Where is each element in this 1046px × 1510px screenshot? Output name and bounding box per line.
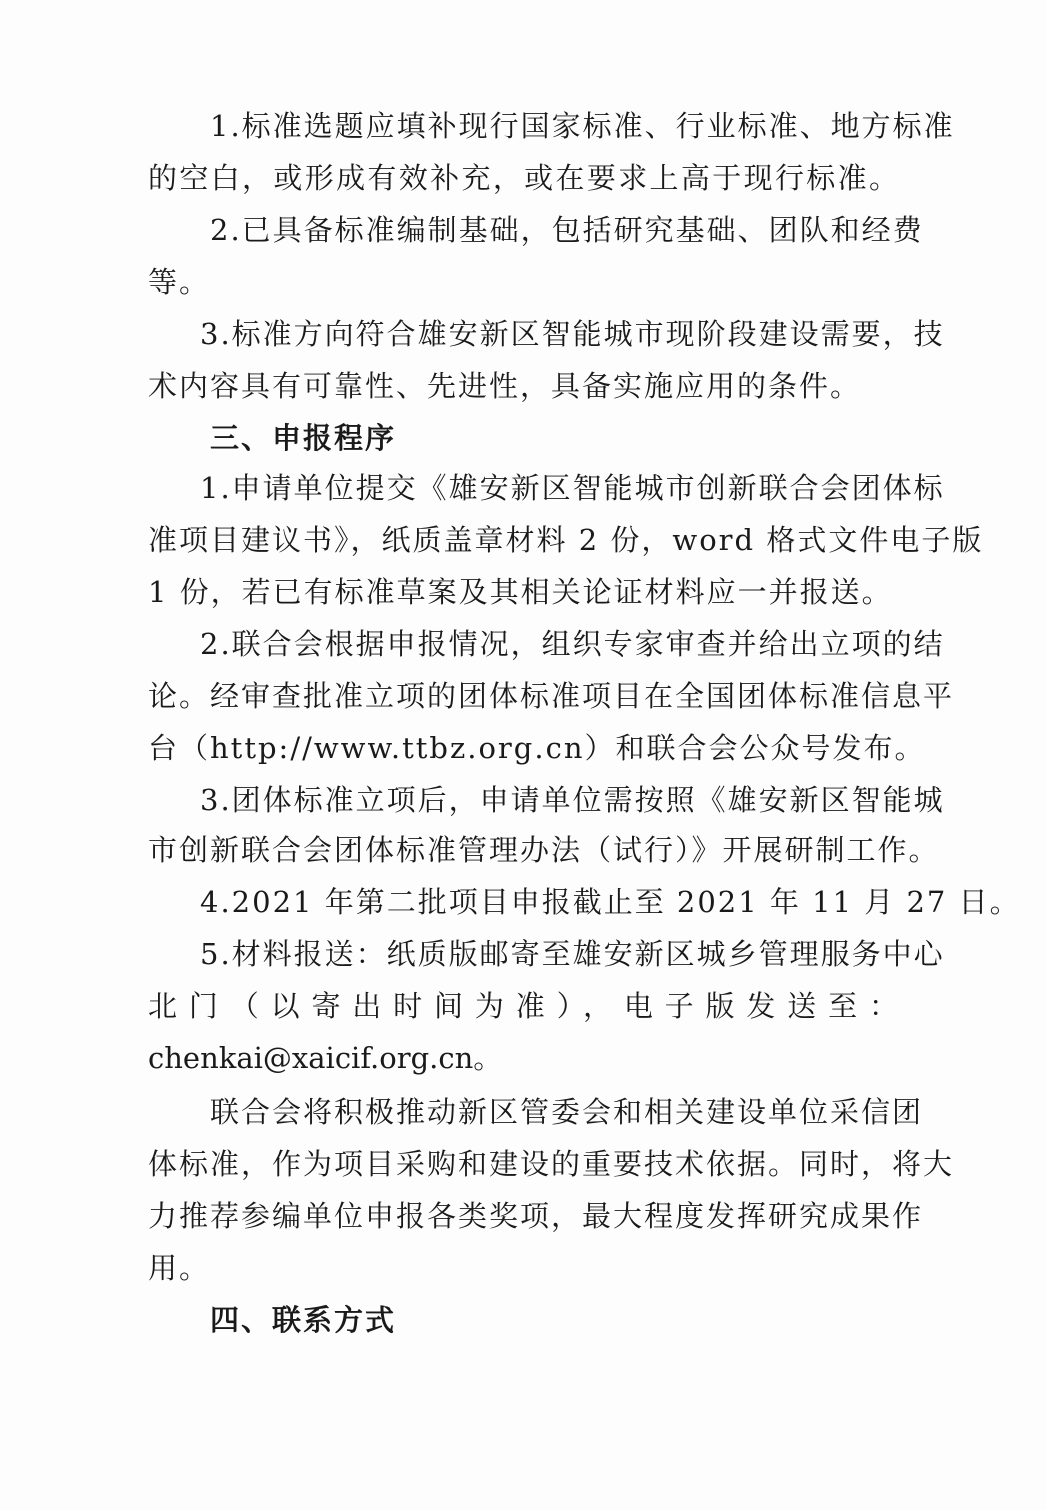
text-line: 1 份，若已有标准草案及其相关论证材料应一并报送。 <box>148 575 893 609</box>
text-line: 用。 <box>148 1251 211 1285</box>
text-line: 台（http://www.ttbz.org.cn）和联合会公众号发布。 <box>148 731 926 765</box>
text-line: 的空白，或形成有效补充，或在要求上高于现行标准。 <box>148 161 900 195</box>
text-line: 1.标准选题应填补现行国家标准、行业标准、地方标准 <box>210 109 955 143</box>
text-line: 市创新联合会团体标准管理办法（试行）》开展研制工作。 <box>148 833 940 867</box>
text-line: 北门（以寄出时间为准），电子版发送至： <box>148 989 900 1023</box>
text-line: 术内容具有可靠性、先进性，具备实施应用的条件。 <box>148 369 862 403</box>
text-line: 体标准，作为项目采购和建设的重要技术依据。同时，将大 <box>148 1147 955 1181</box>
text-line: 4.2021 年第二批项目申报截止至 2021 年 11 月 27 日。 <box>200 885 1021 919</box>
text-line: 2.已具备标准编制基础，包括研究基础、团队和经费 <box>210 213 924 247</box>
text-line: 等。 <box>148 265 211 299</box>
text-line: 论。经审查批准立项的团体标准项目在全国团体标准信息平 <box>148 679 955 713</box>
text-line: 力推荐参编单位申报各类奖项，最大程度发挥研究成果作 <box>148 1199 924 1233</box>
text-line: 联合会将积极推动新区管委会和相关建设单位采信团 <box>210 1095 924 1129</box>
section-heading: 三、申报程序 <box>210 421 397 455</box>
text-line: 2.联合会根据申报情况，组织专家审查并给出立项的结 <box>200 627 945 661</box>
text-line: 3.标准方向符合雄安新区智能城市现阶段建设需要，技 <box>200 317 945 351</box>
text-line: 1.申请单位提交《雄安新区智能城市创新联合会团体标 <box>200 471 945 505</box>
text-line: 5.材料报送：纸质版邮寄至雄安新区城乡管理服务中心 <box>200 937 945 971</box>
text-line: 3.团体标准立项后，申请单位需按照《雄安新区智能城 <box>200 783 945 817</box>
text-line: 准项目建议书》，纸质盖章材料 2 份，word 格式文件电子版 <box>148 523 984 557</box>
email-text: chenkai@xaicif.org.cn。 <box>148 1041 503 1075</box>
section-heading: 四、联系方式 <box>210 1303 397 1337</box>
